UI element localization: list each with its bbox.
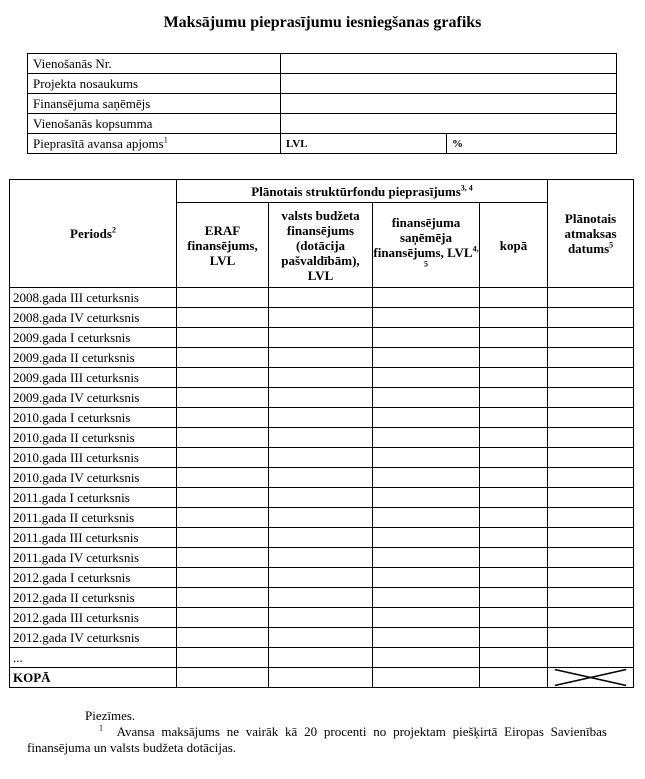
period-label: 2011.gada I ceturksnis bbox=[10, 488, 177, 508]
amount-cell[interactable] bbox=[373, 548, 480, 568]
amount-cell[interactable] bbox=[177, 608, 269, 628]
period-label: 2009.gada IV ceturksnis bbox=[10, 388, 177, 408]
period-label: 2010.gada IV ceturksnis bbox=[10, 468, 177, 488]
amount-cell[interactable] bbox=[177, 388, 269, 408]
amount-cell[interactable] bbox=[480, 288, 548, 308]
period-row bbox=[10, 548, 634, 568]
amount-cell[interactable] bbox=[373, 568, 480, 588]
crossed-out-cell bbox=[548, 668, 634, 688]
amount-cell[interactable] bbox=[480, 328, 548, 348]
amount-cell[interactable] bbox=[548, 408, 634, 428]
amount-cell[interactable] bbox=[177, 368, 269, 388]
amount-cell[interactable] bbox=[373, 328, 480, 348]
amount-cell[interactable] bbox=[480, 428, 548, 448]
amount-cell[interactable] bbox=[373, 448, 480, 468]
period-label: 2010.gada II ceturksnis bbox=[10, 428, 177, 448]
total-amount-cell[interactable] bbox=[177, 668, 269, 688]
amount-cell[interactable] bbox=[480, 588, 548, 608]
period-label: 2009.gada I ceturksnis bbox=[10, 328, 177, 348]
period-row bbox=[10, 648, 634, 668]
eraf-header: ERAF finansējums, LVL bbox=[177, 203, 269, 288]
amount-cell[interactable] bbox=[548, 428, 634, 448]
info-row bbox=[28, 94, 617, 114]
info-label: Vienošanās kopsumma bbox=[28, 114, 281, 134]
amount-cell[interactable] bbox=[269, 308, 373, 328]
avans-label: Pieprasītā avansa apjoms bbox=[33, 135, 164, 151]
amount-cell[interactable] bbox=[548, 348, 634, 368]
period-row bbox=[10, 288, 634, 308]
amount-cell[interactable] bbox=[269, 288, 373, 308]
notes-heading: Piezīmes. bbox=[85, 708, 136, 723]
amount-cell[interactable] bbox=[480, 348, 548, 368]
period-row bbox=[10, 428, 634, 448]
amount-cell[interactable] bbox=[548, 608, 634, 628]
amount-cell[interactable] bbox=[548, 488, 634, 508]
planned-request-header: Plānotais struktūrfondu pieprasījums$^{3, 4}$ bbox=[177, 180, 548, 203]
amount-cell[interactable] bbox=[548, 468, 634, 488]
state-budget-header: valsts budžeta finansējums (dotācija pašvaldībām), LVL bbox=[269, 203, 373, 288]
cross-mark-icon bbox=[548, 668, 633, 687]
amount-cell[interactable] bbox=[177, 348, 269, 368]
amount-cell[interactable] bbox=[177, 568, 269, 588]
amount-cell[interactable] bbox=[269, 408, 373, 428]
amount-cell[interactable] bbox=[177, 288, 269, 308]
period-row bbox=[10, 368, 634, 388]
amount-cell[interactable] bbox=[548, 448, 634, 468]
avans-footnote-ref: 1 bbox=[163, 135, 168, 145]
payment-schedule-table bbox=[9, 179, 634, 688]
amount-cell[interactable] bbox=[373, 408, 480, 428]
period-label: 2012.gada III ceturksnis bbox=[10, 608, 177, 628]
amount-cell[interactable] bbox=[548, 528, 634, 548]
amount-cell[interactable] bbox=[548, 308, 634, 328]
footnote-1: $^1$ Avansa maksājums ne vairāk kā 20 procenti no projektam piešķirtā Eiropas Savienības finansējuma un valsts budžeta dotācijas. bbox=[27, 723, 607, 755]
period-label: 2011.gada IV ceturksnis bbox=[10, 548, 177, 568]
period-row bbox=[10, 508, 634, 528]
amount-cell[interactable] bbox=[269, 508, 373, 528]
amount-cell[interactable] bbox=[373, 648, 480, 668]
avans-label-cell bbox=[28, 134, 281, 154]
period-label: 2008.gada III ceturksnis bbox=[10, 288, 177, 308]
amount-cell[interactable] bbox=[269, 468, 373, 488]
amount-cell[interactable] bbox=[548, 328, 634, 348]
amount-cell[interactable] bbox=[480, 508, 548, 528]
amount-cell[interactable] bbox=[269, 568, 373, 588]
amount-cell[interactable] bbox=[373, 528, 480, 548]
period-label: 2008.gada IV ceturksnis bbox=[10, 308, 177, 328]
info-value-cell[interactable] bbox=[281, 74, 617, 94]
amount-cell[interactable] bbox=[480, 528, 548, 548]
period-row bbox=[10, 448, 634, 468]
period-label: 2010.gada III ceturksnis bbox=[10, 448, 177, 468]
amount-cell[interactable] bbox=[177, 488, 269, 508]
amount-cell[interactable] bbox=[373, 508, 480, 528]
amount-cell[interactable] bbox=[480, 628, 548, 648]
period-row bbox=[10, 308, 634, 328]
period-label: 2009.gada II ceturksnis bbox=[10, 348, 177, 368]
amount-cell[interactable] bbox=[373, 628, 480, 648]
amount-cell[interactable] bbox=[480, 468, 548, 488]
period-label: 2012.gada I ceturksnis bbox=[10, 568, 177, 588]
period-row bbox=[10, 568, 634, 588]
amount-cell[interactable] bbox=[373, 488, 480, 508]
amount-cell[interactable] bbox=[177, 588, 269, 608]
amount-cell[interactable] bbox=[269, 348, 373, 368]
amount-cell[interactable] bbox=[269, 628, 373, 648]
amount-cell[interactable] bbox=[269, 388, 373, 408]
amount-cell[interactable] bbox=[269, 428, 373, 448]
amount-cell[interactable] bbox=[269, 528, 373, 548]
avans-pct-cell[interactable]: % bbox=[447, 134, 617, 154]
amount-cell[interactable] bbox=[548, 548, 634, 568]
period-row bbox=[10, 328, 634, 348]
amount-cell[interactable] bbox=[373, 588, 480, 608]
notes-section bbox=[27, 708, 607, 756]
period-row bbox=[10, 628, 634, 648]
total-amount-cell[interactable] bbox=[480, 668, 548, 688]
amount-cell[interactable] bbox=[269, 368, 373, 388]
amount-cell[interactable] bbox=[548, 628, 634, 648]
info-value-cell[interactable] bbox=[281, 114, 617, 134]
info-row bbox=[28, 54, 617, 74]
total-header: kopā bbox=[480, 203, 548, 288]
total-row bbox=[10, 668, 634, 688]
amount-cell[interactable] bbox=[373, 288, 480, 308]
amount-cell[interactable] bbox=[480, 488, 548, 508]
period-label: 2012.gada II ceturksnis bbox=[10, 588, 177, 608]
period-row bbox=[10, 608, 634, 628]
info-row-avans bbox=[28, 134, 617, 154]
info-row bbox=[28, 74, 617, 94]
amount-cell[interactable] bbox=[548, 368, 634, 388]
period-row bbox=[10, 408, 634, 428]
document-title: Maksājumu pieprasījumu iesniegšanas grafiks bbox=[163, 14, 482, 31]
amount-cell[interactable] bbox=[177, 308, 269, 328]
amount-cell[interactable] bbox=[480, 568, 548, 588]
period-label: 2009.gada III ceturksnis bbox=[10, 368, 177, 388]
amount-cell[interactable] bbox=[548, 288, 634, 308]
amount-cell[interactable] bbox=[373, 388, 480, 408]
period-row bbox=[10, 588, 634, 608]
amount-cell[interactable] bbox=[269, 648, 373, 668]
info-label: Projekta nosaukums bbox=[28, 74, 281, 94]
info-row bbox=[28, 114, 617, 134]
amount-cell[interactable] bbox=[480, 648, 548, 668]
amount-cell[interactable] bbox=[480, 548, 548, 568]
amount-cell[interactable] bbox=[269, 608, 373, 628]
period-label: 2011.gada III ceturksnis bbox=[10, 528, 177, 548]
amount-cell[interactable] bbox=[269, 488, 373, 508]
period-row bbox=[10, 528, 634, 548]
period-label: 2010.gada I ceturksnis bbox=[10, 408, 177, 428]
amount-cell[interactable] bbox=[177, 408, 269, 428]
info-value-cell[interactable] bbox=[281, 54, 617, 74]
avans-lvl-cell[interactable]: LVL bbox=[281, 134, 447, 154]
amount-cell[interactable] bbox=[373, 348, 480, 368]
amount-cell[interactable] bbox=[480, 608, 548, 628]
amount-cell[interactable] bbox=[177, 428, 269, 448]
amount-cell[interactable] bbox=[373, 428, 480, 448]
amount-cell[interactable] bbox=[548, 568, 634, 588]
period-row bbox=[10, 348, 634, 368]
amount-cell[interactable] bbox=[177, 468, 269, 488]
period-row bbox=[10, 488, 634, 508]
amount-cell[interactable] bbox=[177, 448, 269, 468]
amount-cell[interactable] bbox=[373, 308, 480, 328]
beneficiary-funding-header: finansējuma saņēmēja finansējums, LVL$^{4, 5}$ bbox=[373, 203, 480, 288]
period-label: 2011.gada II ceturksnis bbox=[10, 508, 177, 528]
amount-cell[interactable] bbox=[177, 548, 269, 568]
info-value-cell[interactable] bbox=[281, 94, 617, 114]
amount-cell[interactable] bbox=[480, 388, 548, 408]
total-amount-cell[interactable] bbox=[373, 668, 480, 688]
amount-cell[interactable] bbox=[548, 588, 634, 608]
amount-cell[interactable] bbox=[269, 448, 373, 468]
period-row bbox=[10, 388, 634, 408]
amount-cell[interactable] bbox=[177, 628, 269, 648]
amount-cell[interactable] bbox=[269, 548, 373, 568]
amount-cell[interactable] bbox=[269, 588, 373, 608]
amount-cell[interactable] bbox=[373, 608, 480, 628]
info-label: Finansējuma saņēmējs bbox=[28, 94, 281, 114]
amount-cell[interactable] bbox=[177, 648, 269, 668]
period-label: ... bbox=[10, 648, 177, 668]
amount-cell[interactable] bbox=[480, 368, 548, 388]
amount-cell[interactable] bbox=[548, 508, 634, 528]
amount-cell[interactable] bbox=[373, 368, 480, 388]
total-label: KOPĀ bbox=[10, 668, 177, 688]
info-label: Vienošanās Nr. bbox=[28, 54, 281, 74]
amount-cell[interactable] bbox=[480, 408, 548, 428]
period-label: 2012.gada IV ceturksnis bbox=[10, 628, 177, 648]
amount-cell[interactable] bbox=[480, 308, 548, 328]
amount-cell[interactable] bbox=[548, 648, 634, 668]
repayment-date-header: Plānotais atmaksas datums$^5$ bbox=[548, 180, 634, 288]
amount-cell[interactable] bbox=[177, 328, 269, 348]
amount-cell[interactable] bbox=[548, 388, 634, 408]
amount-cell[interactable] bbox=[177, 508, 269, 528]
amount-cell[interactable] bbox=[480, 448, 548, 468]
amount-cell[interactable] bbox=[177, 528, 269, 548]
agreement-info-table bbox=[27, 53, 617, 154]
amount-cell[interactable] bbox=[269, 328, 373, 348]
period-header: Periods$^2$ bbox=[10, 180, 177, 288]
period-row bbox=[10, 468, 634, 488]
amount-cell[interactable] bbox=[373, 468, 480, 488]
total-amount-cell[interactable] bbox=[269, 668, 373, 688]
